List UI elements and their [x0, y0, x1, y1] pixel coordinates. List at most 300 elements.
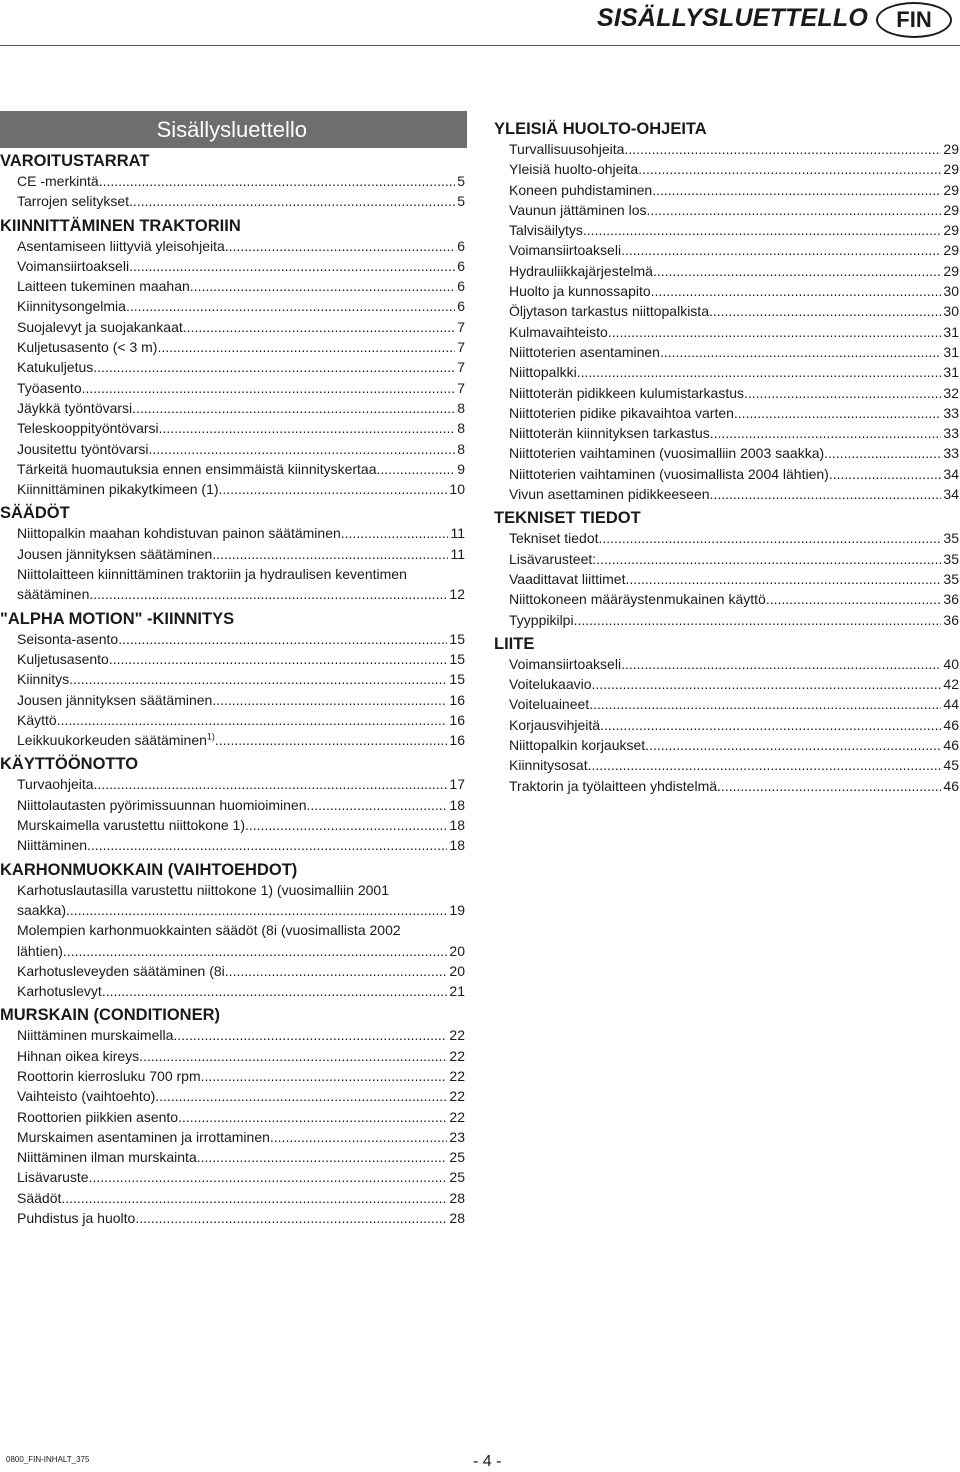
toc-entry-text: Kuljetusasento — [17, 650, 109, 667]
dot-leader — [621, 240, 941, 260]
toc-entry-label — [17, 418, 159, 438]
toc-entry-page: 20 — [449, 962, 465, 979]
toc-entry-page: 18 — [449, 817, 465, 834]
toc-entry[interactable] — [0, 629, 465, 649]
toc-entry[interactable] — [494, 589, 959, 609]
toc-entry-label — [509, 362, 577, 382]
toc-entry-label — [17, 1025, 173, 1045]
toc-entry[interactable] — [0, 669, 465, 689]
dot-leader — [638, 159, 941, 179]
page-number: - 4 - — [473, 1453, 502, 1470]
toc-entry[interactable] — [0, 1046, 465, 1066]
toc-entry-text: Voimansiirtoakseli — [509, 655, 622, 672]
dot-leader — [129, 191, 455, 211]
dot-leader — [589, 694, 941, 714]
toc-entry[interactable] — [494, 139, 959, 159]
toc-entry-label — [17, 649, 109, 669]
dot-leader — [645, 735, 941, 755]
toc-entry-text: Voimansiirtoakseli — [17, 257, 130, 274]
toc-entry-label — [17, 981, 102, 1001]
toc-entry-line2 — [17, 941, 465, 961]
toc-entry[interactable] — [0, 296, 465, 316]
toc-entry-text: Tarrojen selitykset — [17, 193, 130, 210]
dot-leader — [596, 549, 941, 569]
toc-entry[interactable] — [494, 694, 959, 714]
toc-entry-label — [17, 1127, 270, 1147]
dot-leader — [109, 649, 448, 669]
dot-leader — [212, 544, 448, 564]
toc-entry-page: 42 — [943, 676, 959, 693]
toc-entry-text: Murskaimen asentaminen ja irrottaminen — [17, 1128, 270, 1145]
toc-entry[interactable] — [0, 1147, 465, 1167]
toc-entry[interactable] — [494, 569, 959, 589]
dot-leader — [709, 301, 941, 321]
toc-entry[interactable] — [0, 276, 465, 296]
toc-entry-text: Turvaohjeita — [17, 776, 94, 793]
toc-entry-page: 12 — [449, 586, 465, 603]
toc-entry[interactable] — [0, 961, 465, 981]
toc-entry[interactable] — [494, 715, 959, 735]
toc-entry-text: Niittopalkin maahan kohdistuvan painon säätäminen — [17, 525, 341, 542]
toc-entry-text: Tyyppikilpi — [509, 611, 574, 628]
toc-entry-label — [17, 191, 129, 211]
toc-entry-page: 46 — [943, 777, 959, 794]
dot-leader — [608, 322, 942, 342]
toc-entry-text: Niittopalkin korjaukset — [509, 737, 646, 754]
toc-entry-page: 11 — [450, 525, 465, 542]
dot-leader — [652, 180, 941, 200]
toc-entry[interactable] — [0, 649, 465, 669]
toc-entry[interactable] — [0, 1086, 465, 1106]
toc-entry-label-cont: lähtien) — [17, 942, 63, 959]
toc-entry-page: 17 — [449, 776, 465, 793]
toc-entry-line2 — [17, 584, 465, 604]
toc-entry-page: 15 — [449, 650, 465, 667]
toc-entry[interactable] — [494, 240, 959, 260]
toc-entry-label — [509, 322, 608, 342]
dot-leader — [577, 362, 942, 382]
toc-entry-label — [17, 479, 219, 499]
toc-entry[interactable] — [494, 654, 959, 674]
toc-entry-label — [17, 1188, 61, 1208]
toc-entry[interactable] — [494, 281, 959, 301]
toc-entry[interactable] — [0, 378, 465, 398]
dot-leader — [135, 1208, 447, 1228]
toc-entry-page: 21 — [449, 983, 465, 1000]
toc-entry-page: 5 — [457, 193, 465, 210]
toc-entry[interactable] — [0, 1208, 465, 1228]
toc-entry-page: 16 — [449, 732, 465, 749]
toc-entry-page: 40 — [943, 655, 959, 672]
toc-entry-label — [17, 256, 129, 276]
toc-entry-page: 6 — [457, 278, 465, 295]
toc-entry-text: Voitelukaavio — [509, 676, 592, 693]
toc-entry-label — [509, 342, 660, 362]
dot-leader — [139, 1046, 447, 1066]
dot-leader — [132, 398, 455, 418]
toc-entry-label — [509, 715, 600, 735]
toc-entry[interactable] — [0, 710, 465, 730]
dot-leader — [710, 423, 942, 443]
toc-entry-text: Huolto ja kunnossapito — [509, 283, 651, 300]
toc-entry-page: 28 — [449, 1189, 465, 1206]
toc-entry-label: Niittolaitteen kiinnittäminen traktoriin ja hydraulisen keventimen — [17, 566, 407, 583]
toc-entry-page: 7 — [457, 379, 465, 396]
toc-entry-text: Kiinnitysongelmia — [17, 298, 126, 315]
toc-entry-label — [17, 730, 215, 750]
toc-entry[interactable] — [494, 261, 959, 281]
toc-entry-page: 22 — [449, 1067, 465, 1084]
header-divider — [0, 45, 960, 46]
toc-entry-label — [509, 159, 638, 179]
toc-entry-text: Käyttö — [17, 711, 57, 728]
dot-leader — [710, 484, 942, 504]
toc-entry-text: Niittäminen — [17, 837, 88, 854]
toc-entry-text: Niittopalkki — [509, 364, 577, 381]
toc-entry-page: 6 — [457, 298, 465, 315]
toc-entry-page: 36 — [943, 611, 959, 628]
dot-leader — [245, 815, 447, 835]
dot-leader — [660, 342, 941, 362]
section-heading: KÄYTTÖÖNOTTO — [0, 755, 139, 774]
toc-entry-label — [17, 1147, 197, 1167]
dot-leader — [149, 439, 456, 459]
toc-entry-page: 33 — [943, 404, 959, 421]
dot-leader — [653, 261, 941, 281]
section-heading: SÄÄDÖT — [0, 504, 70, 523]
toc-entry-label — [17, 523, 341, 543]
toc-entry-page: 6 — [457, 237, 465, 254]
toc-entry-label — [509, 464, 829, 484]
dot-leader — [82, 378, 456, 398]
toc-entry[interactable] — [0, 256, 465, 276]
section-heading: KIINNITTÄMINEN TRAKTORIIN — [0, 216, 241, 235]
dot-leader — [377, 459, 456, 479]
toc-entry-text: Leikkuukorkeuden säätäminen — [17, 732, 207, 749]
toc-entry-text: Hihnan oikea kireys — [17, 1047, 140, 1064]
toc-entry-label — [509, 484, 710, 504]
dot-leader — [225, 961, 448, 981]
toc-entry[interactable] — [0, 880, 465, 921]
toc-entry-page: 19 — [449, 901, 465, 918]
toc-entry-page: 35 — [943, 550, 959, 567]
toc-entry[interactable] — [0, 459, 465, 479]
section-heading: "ALPHA MOTION" -KIINNITYS — [0, 609, 235, 628]
toc-entry-text: Niittoterien vaihtaminen (vuosimallista 2004 lähtien) — [509, 465, 829, 482]
toc-entry[interactable] — [494, 674, 959, 694]
toc-entry[interactable] — [0, 981, 465, 1001]
dot-leader — [159, 418, 456, 438]
left-column — [0, 151, 465, 1228]
toc-entry[interactable] — [494, 735, 959, 755]
toc-entry-label — [509, 180, 652, 200]
toc-entry-label — [509, 281, 651, 301]
toc-entry[interactable] — [0, 774, 465, 794]
toc-entry[interactable] — [0, 357, 465, 377]
toc-entry-page: 15 — [449, 671, 465, 688]
toc-entry-text: Niittäminen ilman murskainta — [17, 1149, 197, 1166]
toc-entry-page: 31 — [943, 364, 959, 381]
toc-entry-text: Asentamiseen liittyviä yleisohjeita — [17, 237, 225, 254]
dot-leader — [215, 730, 448, 750]
toc-entry[interactable] — [494, 362, 959, 382]
toc-entry-page: 29 — [943, 201, 959, 218]
toc-entry-text: Lisävarusteet: — [509, 550, 597, 567]
toc-entry[interactable] — [494, 464, 959, 484]
toc-entry-page: 7 — [457, 339, 465, 356]
toc-entry-text: Puhdistus ja huolto — [17, 1210, 136, 1227]
toc-entry[interactable] — [494, 301, 959, 321]
toc-entry[interactable] — [0, 418, 465, 438]
toc-entry-text: Työasento — [17, 379, 82, 396]
toc-entry-label — [509, 261, 653, 281]
toc-entry-label — [17, 171, 99, 191]
toc-entry-page: 18 — [449, 837, 465, 854]
toc-entry[interactable] — [494, 403, 959, 423]
toc-entry-page: 9 — [457, 460, 465, 477]
toc-entry[interactable] — [0, 835, 465, 855]
toc-entry-text: Koneen puhdistaminen — [509, 181, 653, 198]
toc-entry[interactable] — [0, 479, 465, 499]
toc-entry-page: 30 — [943, 283, 959, 300]
toc-entry[interactable] — [0, 398, 465, 418]
toc-banner: Sisällysluettello — [0, 111, 467, 148]
right-column — [494, 119, 959, 796]
toc-entry-page: 35 — [943, 530, 959, 547]
toc-entry[interactable] — [0, 1066, 465, 1086]
toc-entry-label — [17, 690, 212, 710]
dot-leader — [69, 669, 447, 689]
toc-entry-text: Tärkeitä huomautuksia ennen ensimmäistä kiinnityskertaa — [17, 460, 377, 477]
toc-entry-label-cont: säätäminen — [17, 586, 90, 603]
toc-entry-label — [17, 774, 94, 794]
language-badge: FIN — [876, 2, 952, 38]
toc-entry[interactable] — [494, 423, 959, 443]
toc-entry-label — [17, 710, 57, 730]
toc-entry[interactable] — [494, 443, 959, 463]
toc-entry-label — [509, 403, 734, 423]
toc-entry-text: Karhotusleveyden säätäminen (8i — [17, 962, 225, 979]
toc-entry-page: 10 — [449, 481, 465, 498]
toc-entry[interactable] — [0, 1107, 465, 1127]
toc-entry-text: Katukuljetus — [17, 359, 94, 376]
toc-entry-text: Jousen jännityksen säätäminen — [17, 545, 213, 562]
toc-entry-label — [17, 1167, 89, 1187]
toc-entry-text: Kuljetusasento (< 3 m) — [17, 339, 158, 356]
toc-entry[interactable] — [0, 191, 465, 211]
toc-entry[interactable] — [0, 564, 465, 605]
toc-entry-label — [17, 669, 69, 689]
page-header-title: SISÄLLYSLUETTELLO — [597, 4, 868, 32]
toc-entry-page: 23 — [449, 1128, 465, 1145]
toc-entry[interactable] — [494, 484, 959, 504]
dot-leader — [155, 1086, 447, 1106]
toc-entry-text: Korjausvihjeitä — [509, 716, 601, 733]
toc-entry[interactable] — [0, 815, 465, 835]
toc-entry-label — [509, 528, 599, 548]
toc-entry-text: Niittokoneen määräystenmukainen käyttö — [509, 591, 766, 608]
toc-entry[interactable] — [494, 528, 959, 548]
toc-entry[interactable] — [0, 236, 465, 256]
toc-entry-label — [509, 549, 596, 569]
toc-entry-text: Jäykkä työntövarsi — [17, 399, 133, 416]
toc-entry-page: 6 — [457, 257, 465, 274]
dot-leader — [734, 403, 942, 423]
toc-entry[interactable] — [494, 159, 959, 179]
toc-entry-text: Kiinnittäminen pikakytkimeen (1) — [17, 481, 219, 498]
toc-entry[interactable] — [0, 1025, 465, 1045]
dot-leader — [157, 337, 455, 357]
toc-entry-page: 33 — [943, 445, 959, 462]
toc-entry-text: Niittolautasten pyörimissuunnan huomioiminen — [17, 796, 307, 813]
dot-leader — [89, 584, 447, 604]
dot-leader — [126, 296, 455, 316]
toc-entry-page: 22 — [449, 1088, 465, 1105]
toc-entry-text: Lisävaruste — [17, 1169, 89, 1186]
toc-entry-page: 32 — [943, 384, 959, 401]
dot-leader — [574, 610, 942, 630]
toc-entry-page: 45 — [943, 757, 959, 774]
toc-entry-page: 29 — [943, 161, 959, 178]
toc-entry-text: Öljytason tarkastus niittopalkista — [509, 303, 709, 320]
section-heading: TEKNISET TIEDOT — [494, 509, 641, 528]
toc-entry-page: 34 — [943, 465, 959, 482]
dot-leader — [89, 1167, 448, 1187]
toc-entry-page: 22 — [449, 1108, 465, 1125]
section-heading: KARHONMUOKKAIN (VAIHTOEHDOT) — [0, 860, 298, 879]
toc-entry-text: Kulmavaihteisto — [509, 323, 608, 340]
toc-entry-label — [17, 629, 118, 649]
toc-entry-text: Seisonta-asento — [17, 630, 119, 647]
toc-entry[interactable] — [494, 220, 959, 240]
toc-entry[interactable] — [0, 1188, 465, 1208]
toc-entry-text: Niittäminen murskaimella — [17, 1027, 174, 1044]
toc-entry-page: 18 — [449, 796, 465, 813]
toc-entry[interactable] — [0, 920, 465, 961]
toc-entry[interactable] — [0, 1167, 465, 1187]
toc-entry[interactable] — [494, 180, 959, 200]
toc-entry-label — [509, 569, 625, 589]
dot-leader — [219, 479, 448, 499]
toc-entry-page: 31 — [943, 343, 959, 360]
toc-entry-label — [509, 200, 647, 220]
toc-entry[interactable] — [494, 200, 959, 220]
toc-entry[interactable] — [0, 337, 465, 357]
toc-entry-text: Jousitettu työntövarsi — [17, 440, 149, 457]
toc-entry-label — [17, 378, 82, 398]
toc-entry-label — [509, 589, 766, 609]
toc-entry-page: 16 — [449, 691, 465, 708]
toc-entry-page: 25 — [449, 1169, 465, 1186]
toc-entry-label — [17, 439, 149, 459]
toc-entry-label — [17, 276, 190, 296]
toc-entry-label — [17, 835, 87, 855]
toc-entry[interactable] — [0, 544, 465, 564]
section-heading: MURSKAIN (CONDITIONER) — [0, 1006, 220, 1025]
dot-leader — [57, 710, 448, 730]
dot-leader — [824, 443, 941, 463]
toc-entry-page: 7 — [457, 318, 465, 335]
dot-leader — [600, 715, 941, 735]
dot-leader — [63, 941, 448, 961]
toc-entry-page: 8 — [457, 420, 465, 437]
toc-entry[interactable] — [0, 317, 465, 337]
toc-entry-label — [509, 423, 710, 443]
toc-entry-page: 22 — [449, 1027, 465, 1044]
toc-entry-page: 11 — [450, 545, 465, 562]
dot-leader — [93, 357, 455, 377]
toc-entry[interactable] — [0, 795, 465, 815]
toc-entry-page: 33 — [943, 425, 959, 442]
dot-leader — [624, 139, 941, 159]
toc-entry[interactable] — [494, 610, 959, 630]
toc-entry-page: 31 — [943, 323, 959, 340]
toc-entry-label — [17, 1086, 155, 1106]
dot-leader — [744, 383, 941, 403]
dot-leader — [651, 281, 942, 301]
toc-entry-label — [17, 1208, 135, 1228]
dot-leader — [307, 795, 448, 815]
toc-entry-text: Teleskooppityöntövarsi — [17, 420, 159, 437]
toc-entry-page: 29 — [943, 141, 959, 157]
toc-entry[interactable] — [494, 755, 959, 775]
toc-entry-text: Yleisiä huolto-ohjeita — [509, 161, 639, 178]
toc-entry-label — [509, 776, 717, 796]
toc-entry[interactable] — [494, 383, 959, 403]
dot-leader — [625, 569, 941, 589]
toc-entry-page: 8 — [457, 399, 465, 416]
document-code: 0800_FIN-INHALT_375 — [6, 1455, 90, 1464]
dot-leader — [129, 256, 455, 276]
toc-entry-page: 46 — [943, 716, 959, 733]
toc-entry[interactable] — [494, 322, 959, 342]
toc-entry-label — [17, 1107, 178, 1127]
toc-entry-text: Hydrauliikkajärjestelmä — [509, 262, 653, 279]
toc-entry-page: 8 — [457, 440, 465, 457]
toc-entry[interactable] — [0, 171, 465, 191]
toc-entry[interactable] — [494, 342, 959, 362]
toc-entry-label: Karhotuslautasilla varustettu niittokone 1) (vuosimalliin 2001 — [17, 881, 389, 898]
toc-entry-text: Voiteluaineet — [509, 696, 590, 713]
toc-entry-line2 — [17, 900, 465, 920]
toc-entry-label — [509, 301, 709, 321]
toc-entry[interactable] — [0, 1127, 465, 1147]
toc-entry-label — [509, 654, 621, 674]
toc-entry-text: CE -merkintä — [17, 173, 99, 189]
dot-leader — [766, 589, 942, 609]
toc-entry[interactable] — [494, 776, 959, 796]
toc-entry[interactable] — [0, 439, 465, 459]
toc-entry-page: 44 — [943, 696, 959, 713]
toc-entry-text: Karhotuslevyt — [17, 983, 102, 1000]
dot-leader — [592, 674, 942, 694]
dot-leader — [178, 1107, 447, 1127]
toc-entry-label — [17, 459, 377, 479]
dot-leader — [717, 776, 941, 796]
toc-entry-label — [17, 398, 132, 418]
toc-entry-text: Suojalevyt ja suojakankaat — [17, 318, 183, 335]
toc-entry[interactable] — [0, 730, 465, 750]
toc-entry[interactable] — [0, 690, 465, 710]
toc-entry-text: Vaunun jättäminen los — [509, 201, 647, 218]
toc-entry[interactable] — [494, 549, 959, 569]
toc-entry-label — [17, 544, 212, 564]
dot-leader — [829, 464, 942, 484]
dot-leader — [87, 835, 447, 855]
toc-entry[interactable] — [0, 523, 465, 543]
toc-entry-label-cont: saakka) — [17, 901, 67, 918]
toc-entry-label — [17, 961, 225, 981]
